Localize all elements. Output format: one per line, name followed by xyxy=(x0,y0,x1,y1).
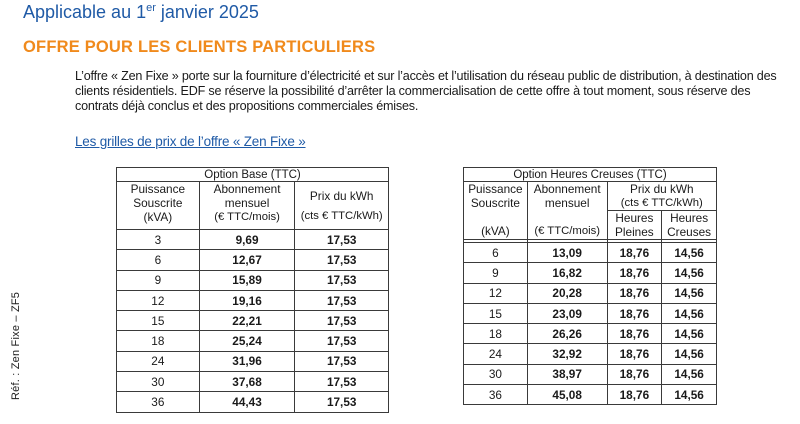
title-prefix: Applicable au 1 xyxy=(23,2,147,22)
intro-paragraph: L’offre « Zen Fixe » porte sur la fourniture d’électricité et sur l’accès et l’utilisation du réseau public de distribution, à destination des clients résidentiels. EDF se réserve la possibilité d’arrêter la commercialisation de cette offre à tout moment, sous réserve des contrats déjà conclus et des propositions commerciales émises. xyxy=(75,69,777,113)
table-row xyxy=(464,283,717,303)
base-col-power-header xyxy=(117,182,200,230)
table-row xyxy=(117,250,389,270)
header-line: Souscrite xyxy=(133,196,183,210)
table-row xyxy=(117,372,389,392)
table-cell: 26,26 xyxy=(527,324,607,344)
header-line: Prix du kWh xyxy=(309,188,374,203)
table-cell: 19,16 xyxy=(199,290,295,310)
header-line: mensuel xyxy=(224,196,270,210)
table-cell: 14,56 xyxy=(662,324,717,344)
hc-price-table xyxy=(463,167,717,405)
table-cell: 12 xyxy=(117,290,200,310)
table-cell: 37,68 xyxy=(199,372,295,392)
table-cell: 18,76 xyxy=(607,243,662,263)
table-cell: 17,53 xyxy=(295,372,389,392)
table-row xyxy=(117,311,389,331)
table-row xyxy=(464,324,717,344)
header-line: (kVA) xyxy=(481,224,510,238)
table-cell: 17,53 xyxy=(295,230,389,250)
table-cell: 3 xyxy=(117,230,200,250)
header-line: (cts € TTC/kWh) xyxy=(300,209,383,222)
table-cell: 12,67 xyxy=(199,250,295,270)
table-cell: 15 xyxy=(117,311,200,331)
table-cell: 17,53 xyxy=(295,290,389,310)
table-row xyxy=(117,290,389,310)
header-line: mensuel xyxy=(544,196,590,210)
hc-col-subscription-header xyxy=(527,182,607,240)
table-row xyxy=(464,344,717,364)
table-cell: 23,09 xyxy=(527,303,607,323)
table-cell: 18,76 xyxy=(607,263,662,283)
table-cell: 6 xyxy=(464,243,528,263)
table-cell: 18 xyxy=(117,331,200,351)
table-cell: 9,69 xyxy=(199,230,295,250)
table-cell: 44,43 xyxy=(199,392,295,412)
title-suffix: janvier 2025 xyxy=(155,2,259,22)
table-cell: 18,76 xyxy=(607,364,662,384)
header-line: (€ TTC/mois) xyxy=(534,225,601,237)
table-cell: 18,76 xyxy=(607,283,662,303)
table-row xyxy=(464,303,717,323)
header-line: Prix du kWh xyxy=(629,182,694,196)
table-row xyxy=(464,263,717,283)
table-cell: 14,56 xyxy=(662,243,717,263)
hc-col-kwh-header xyxy=(607,182,716,211)
base-price-table xyxy=(116,167,389,413)
header-line: Creuses xyxy=(667,225,712,239)
table-cell: 17,53 xyxy=(295,270,389,290)
header-line: Souscrite xyxy=(470,196,520,210)
table-cell: 18,76 xyxy=(607,324,662,344)
table-cell: 18,76 xyxy=(607,303,662,323)
header-line: (kVA) xyxy=(143,210,173,224)
base-col-kwh-header xyxy=(295,182,389,230)
table-cell: 38,97 xyxy=(527,364,607,384)
table-cell: 17,53 xyxy=(295,311,389,331)
header-line: (cts € TTC/kWh) xyxy=(620,197,703,209)
table-row xyxy=(464,385,717,405)
header-line: Heures xyxy=(670,211,709,225)
table-cell: 45,08 xyxy=(527,385,607,405)
table-cell: 14,56 xyxy=(662,344,717,364)
table-cell: 16,82 xyxy=(527,263,607,283)
table-cell: 17,53 xyxy=(295,331,389,351)
table-cell: 14,56 xyxy=(662,385,717,405)
table-cell: 22,21 xyxy=(199,311,295,331)
table-cell: 14,56 xyxy=(662,263,717,283)
hc-table-title: Option Heures Creuses (TTC) xyxy=(464,168,717,182)
price-grid-link[interactable]: Les grilles de prix de l’offre « Zen Fixe » xyxy=(75,134,306,149)
table-cell: 15,89 xyxy=(199,270,295,290)
header-line: Abonnement xyxy=(533,182,601,196)
header-line: Heures xyxy=(615,211,654,225)
table-row xyxy=(117,351,389,371)
page-title xyxy=(23,2,259,23)
section-subtitle: OFFRE POUR LES CLIENTS PARTICULIERS xyxy=(23,38,376,56)
base-table-title: Option Base (TTC) xyxy=(117,168,389,182)
table-row xyxy=(464,243,717,263)
table-cell: 30 xyxy=(117,372,200,392)
table-cell: 24 xyxy=(117,351,200,371)
title-superscript: er xyxy=(146,2,156,14)
table-cell: 36 xyxy=(117,392,200,412)
hc-col-offpeak-header xyxy=(662,211,717,240)
table-cell: 13,09 xyxy=(527,243,607,263)
table-cell: 30 xyxy=(464,364,528,384)
table-row xyxy=(117,331,389,351)
table-cell: 20,28 xyxy=(527,283,607,303)
table-cell: 9 xyxy=(464,263,528,283)
table-row xyxy=(117,230,389,250)
header-line: Abonnement xyxy=(213,182,281,196)
base-col-subscription-header xyxy=(199,182,295,230)
table-cell: 9 xyxy=(117,270,200,290)
table-cell: 17,53 xyxy=(295,392,389,412)
table-row xyxy=(464,364,717,384)
table-cell: 18,76 xyxy=(607,344,662,364)
header-line: (€ TTC/mois) xyxy=(214,211,280,223)
reference-label: Réf. : Zen Fixe – ZF5 xyxy=(10,291,22,400)
header-line: Puissance xyxy=(468,182,523,196)
table-cell: 14,56 xyxy=(662,283,717,303)
header-line: Puissance xyxy=(130,182,186,196)
table-cell: 14,56 xyxy=(662,364,717,384)
table-cell: 36 xyxy=(464,385,528,405)
header-line: Pleines xyxy=(615,225,654,239)
table-row xyxy=(117,270,389,290)
table-cell: 17,53 xyxy=(295,250,389,270)
table-cell: 25,24 xyxy=(199,331,295,351)
table-cell: 18 xyxy=(464,324,528,344)
table-cell: 6 xyxy=(117,250,200,270)
table-cell: 32,92 xyxy=(527,344,607,364)
table-row xyxy=(117,392,389,412)
hc-col-power-header xyxy=(464,182,528,240)
table-cell: 31,96 xyxy=(199,351,295,371)
table-cell: 17,53 xyxy=(295,351,389,371)
table-cell: 14,56 xyxy=(662,303,717,323)
table-cell: 12 xyxy=(464,283,528,303)
table-cell: 18,76 xyxy=(607,385,662,405)
table-cell: 24 xyxy=(464,344,528,364)
hc-col-peak-header xyxy=(607,211,662,240)
table-cell: 15 xyxy=(464,303,528,323)
